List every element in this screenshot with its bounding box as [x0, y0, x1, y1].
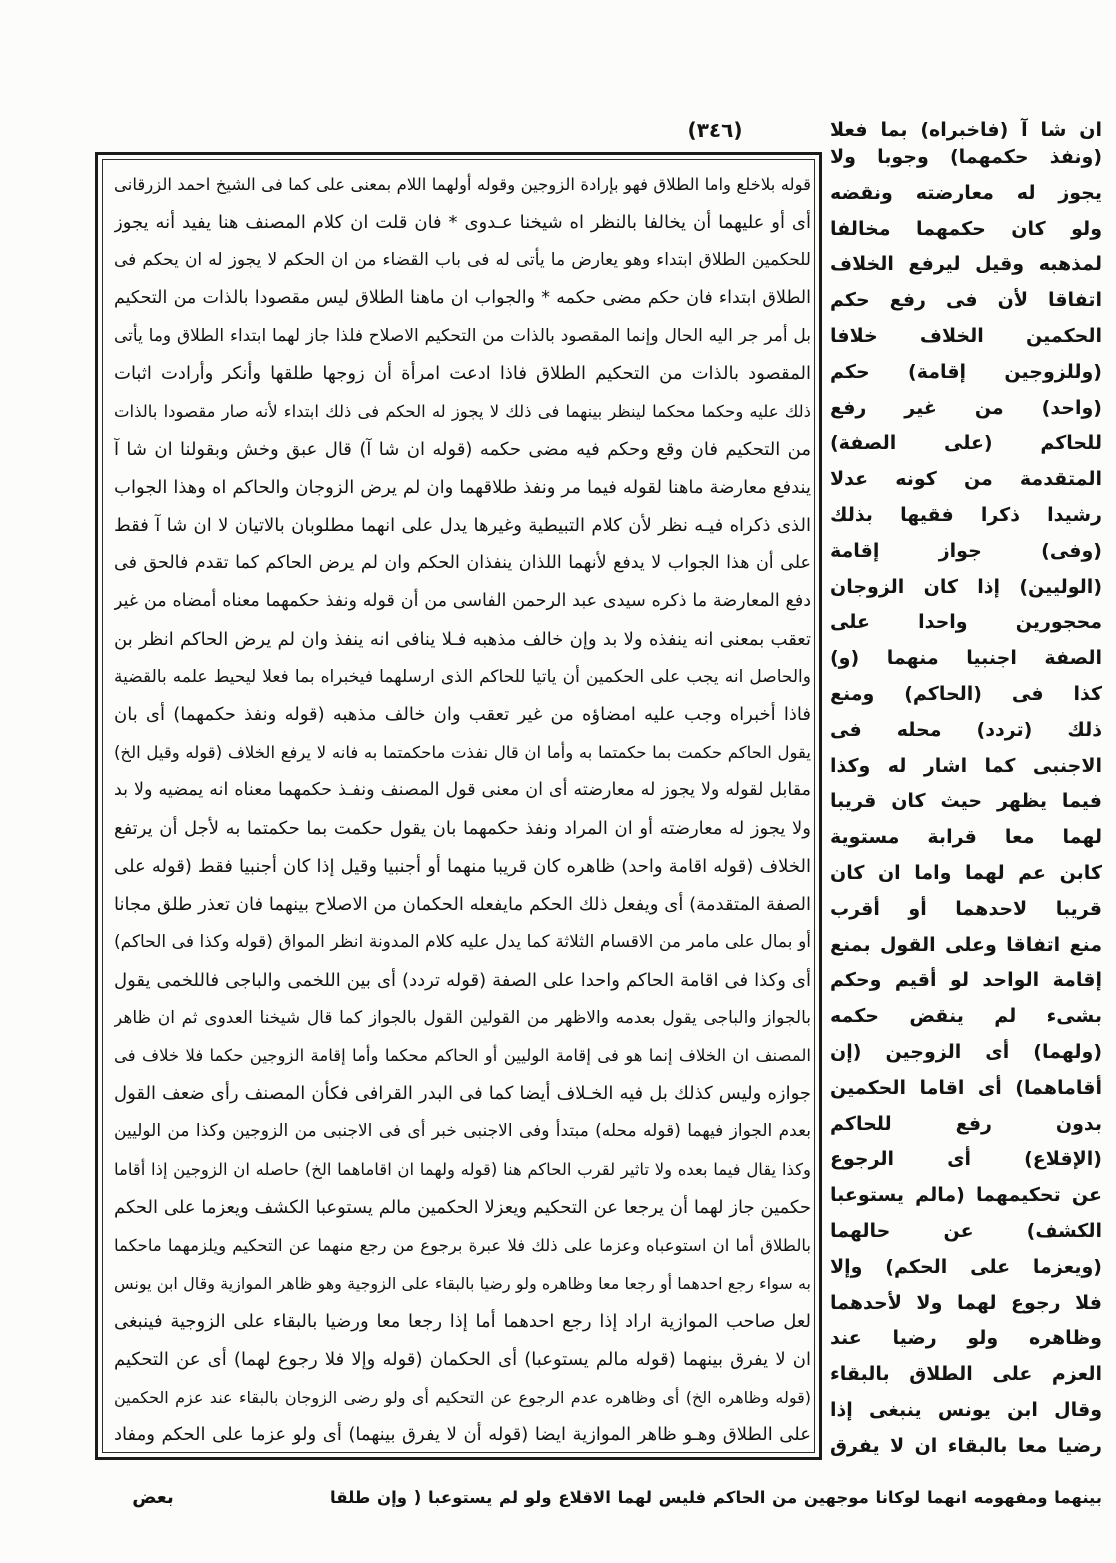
commentary-frame	[95, 152, 822, 1460]
margin-line: الكشف) عن حالهما	[830, 1219, 1102, 1242]
margin-line: رشيدا ذكرا فقيها بذلك	[830, 503, 1102, 526]
margin-line: (واحد) من غير رفع	[830, 396, 1102, 419]
margin-line: منع اتفاقا وعلى القول بمنع	[830, 933, 1102, 956]
commentary-line: تعقب بمعنى انه ينفذه ولا بد وإن خالف مذهبه فـلا ينافى انه ينفذ وان لم يرض الحاكم انظر بن	[114, 628, 811, 650]
margin-line: ولو كان حكمهما مخالفا	[830, 217, 1102, 240]
margin-line: لمذهبه وقيل ليرفع الخلاف	[830, 253, 1102, 276]
margin-line: بدون رفع للحاكم	[830, 1112, 1102, 1135]
commentary-line: بعدم الجواز فيهما (قوله محله) مبتدأ وفى الاجنبى خبر أى فى الاجنبى من الزوجين وكذا من الوليين	[114, 1121, 811, 1142]
commentary-line: أو بمال على مامر من الاقسام الثلاثة كما يدل عليه كلام المدونة انظر المواق (قوله وكذا فى الحاكم)	[114, 931, 811, 952]
commentary-line: ان لا يفرق بينهما (قوله مالم يستوعبا) أى الحكمان (قوله وإلا فلا رجوع لهما) أى عن التحكيم	[114, 1348, 811, 1370]
commentary-line: يقول الحاكم حكمت بما حكمتما به وأما ان قال نفذت ماحكمتما به فانه لا يرفع الخلاف (قوله وقيل الخ)	[114, 743, 811, 763]
page-number: (٣٤٦)	[687, 118, 743, 142]
commentary-line: بالجواز والباجى يقول بعدمه والاظهر من القولين القول بالجواز كما قال شيخنا العدوى ثم ان ظاهر	[114, 1007, 811, 1028]
margin-line: ذلك (تردد) محله فى	[830, 718, 1102, 741]
commentary-line: الخلاف (قوله اقامة واحد) ظاهره كان قريبا منهما أو أجنبيا وقيل إذا كان أجنبيا فقط (قوله على	[114, 856, 811, 878]
catchword: بعض	[132, 1487, 174, 1508]
margin-line: كذا فى (الحاكم) ومنع	[830, 682, 1102, 705]
margin-line: (وللزوجين إقامة) حكم	[830, 360, 1102, 383]
margin-line: وظاهره ولو رضيا عند	[830, 1327, 1102, 1350]
margin-line: فلا رجوع لهما ولا لأحدهما	[830, 1291, 1102, 1314]
commentary-line: المقصود بالذات من التحكيم الطلاق فاذا ادعت امرأة أن زوجها طلقها وأنكر وأرادت اثبات	[114, 363, 811, 385]
commentary-line: على الطلاق وهـو ظاهر الموازية ايضا (قوله أن لا يفرق بينهما) أى ولو عزما على الحكم ومفاد	[114, 1424, 811, 1446]
commentary-line: الصفة المتقدمة) أى ويفعل ذلك الحكم مايفعله الحكمان من الاصلاح بينهما فان تعذر طلق مجانا	[114, 893, 811, 915]
margin-line: (ويعزما على الحكم) وإلا	[830, 1255, 1102, 1278]
margin-line: الصفة اجنبيا منهما (و)	[830, 647, 1102, 670]
commentary-line: قوله بلاخلع واما الطلاق فهو بإرادة الزوجين وقوله أولهما اللام بمعنى على كما فى الشيخ احمد الزرقانى	[114, 175, 811, 194]
commentary-line: فاذا أخبراه وجب عليه امضاؤه من غير تعقب وان خالف مذهبه (قوله ونفذ حكمهما) أى بان	[114, 704, 811, 726]
margin-line: وقال ابن يونس ينبغى إذا	[830, 1398, 1102, 1421]
margin-line: الاجنبى كما اشار له وكذا	[830, 754, 1102, 777]
margin-line: (الإقلاع) أى الرجوع	[830, 1148, 1102, 1171]
footer-continuation-line: بينهما ومفهومه انهما لوكانا موجهين من الحاكم فليس لهما الاقلاع ولو لم يستوعبا ( وإن طلقا	[330, 1488, 1102, 1507]
margin-line: أقاماهما) أى اقاما الحكمين	[830, 1076, 1102, 1099]
margin-line: الحكمين الخلاف خلافا	[830, 324, 1102, 347]
running-header: ان شا آ (فاخبراه) بما فعلا	[830, 119, 1102, 141]
commentary-line: يندفع معارضة ماهنا لقوله فيما مر ونفذ طلاقهما وان لم يرض الزوجان والحاكم اه وهذا الجواب	[114, 477, 811, 499]
commentary-line: المصنف ان الخلاف إنما هو فى إقامة الوليين أو الحاكم محكما وأما إقامة الزوجين حكما فلا خلاف فى	[114, 1046, 811, 1066]
commentary-line: أى وكذا فى اقامة الحاكم واحدا على الصفة (قوله تردد) أى بين اللخمى والباجى فاللخمى يقول	[114, 969, 811, 991]
margin-line: محجورين واحدا على	[830, 611, 1102, 634]
margin-line: (ونفذ حكمهما) وجوبا ولا	[830, 146, 1102, 168]
commentary-line: أى أو عليهما أن يخالفا بالنظر اه شيخنا عـدوى * فان قلت ان كلام المصنف هنا يفيد أنه يجوز	[114, 211, 811, 233]
commentary-line: (قوله وظاهره الخ) أى وظاهره عدم الرجوع عن التحكيم أى ولو رضى الزوجان بالبقاء عند عزم الحكمين	[114, 1387, 811, 1407]
commentary-line: ذلك عليه وحكما محكما لينظر بينهما فى ذلك لا يجوز له الحكم فى ذلك ابتداء لأنه صار مقصودا بالذات	[114, 402, 811, 422]
margin-line: المتقدمة من كونه عدلا	[830, 468, 1102, 491]
commentary-line: به سواء رجع احدهما أو رجعا معا وظاهره ولو رضيا بالبقاء على الزوجية وهو ظاهر الموازية وقال ابن يونس	[114, 1273, 811, 1293]
margin-line: كابن عم لهما واما ان كان	[830, 861, 1102, 884]
commentary-line: من التحكيم فان وقع وحكم فيه مضى حكمه (قوله ان شا آ) قال عبق وخش وبقولنا ان شا آ	[114, 439, 811, 461]
commentary-line: وكذا يقال فيما بعده ولا تاثير لقرب الحاكم هنا (قوله ولهما ان اقاماهما الخ) حاصله ان الزوجين إذا أقاما	[114, 1160, 811, 1180]
commentary-line: الطلاق ابتداء فان حكم مضى حكمه * والجواب ان ماهنا الطلاق ليس مقصودا بالذات من التحكيم	[114, 287, 811, 308]
margin-line: إقامة الواحد لو أقيم وحكم	[830, 969, 1102, 992]
commentary-line: للحكمين الطلاق ابتداء وهو يعارض ما يأتى له فى باب القضاء من ان الحكم لا يجوز له ان يحكم فى	[114, 249, 811, 270]
margin-line: لهما معا قرابة مستوية	[830, 826, 1102, 849]
commentary-line: دفع المعارضة ما ذكره سيدى عبد الرحمن الفاسى من أن قوله ونفذ حكمهما معناه أمضاه من غير	[114, 590, 811, 611]
commentary-line: الذى ذكراه فيـه نظر لأن كلام التبيطية وغيرها يدل على انهما مطلوبان بالاتيان لا ان شا آ فقط	[114, 515, 811, 537]
margin-line: اتفاقا لأن فى رفع حكم	[830, 289, 1102, 312]
margin-line: للحاكم (على الصفة)	[830, 432, 1102, 455]
commentary-line: على أن هذا الجواب لا يدفع لأنهما اللذان ينفذان الحكم وان لم يرض الحاكم كما تقدم فالحق فى	[114, 552, 811, 573]
margin-line: قريبا لاحدهما أو أقرب	[830, 897, 1102, 920]
margin-line: (ولهما) أى الزوجين (إن	[830, 1040, 1102, 1063]
commentary-line: حكمين جاز لهما أن يرجعا عن التحكيم ويعزلا الحكمين مالم يستوعبا الكشف ويعزما على الحكم	[114, 1197, 811, 1219]
margin-line: (وفى) جواز إقامة	[830, 539, 1102, 562]
commentary-line: مقابل لقوله ولا يجوز له معارضته أى ان معنى قول المصنف ونفـذ حكمهما معناه انه يمضيه ولا بد	[114, 780, 811, 801]
commentary-line: ولا يجوز له معارضته أو ان المراد ونفذ حكمهما بان يقول حكمت بما حكمتما به لأجل أن يرتفع	[114, 818, 811, 840]
margin-line: بشىء لم ينقض حكمه	[830, 1005, 1102, 1028]
margin-line: رضيا معا بالبقاء ان لا يفرق	[830, 1434, 1102, 1457]
commentary-text	[114, 166, 811, 1454]
commentary-line: بالطلاق أما ان استوعباه وعزما على ذلك فلا عبرة برجوع من رجع منهما عن التحكيم ويلزمهما ماحكما	[114, 1235, 811, 1255]
margin-main-text	[830, 140, 1102, 1464]
margin-line: العزم على الطلاق بالبقاء	[830, 1363, 1102, 1386]
commentary-line: جوازه وليس كذلك بل فيه الخـلاف أيضا كما فى البدر القرافى فكأن المصنف رأى ضعف القول	[114, 1083, 811, 1105]
margin-line: يجوز له معارضته ونقضه	[830, 181, 1102, 204]
commentary-line: لعل صاحب الموازية اراد إذا رجع احدهما أما إذا رجعا معا ورضيا بالبقاء على الزوجية فينبغى	[114, 1310, 811, 1332]
commentary-line: بل أمر جر اليه الحال وإنما المقصود بالذات من التحكيم الاصلاح فلذا جاز لهما ابتداء الطلاق وما يأتى	[114, 325, 811, 346]
margin-line: فيما يظهر حيث كان قريبا	[830, 790, 1102, 813]
margin-line: (الوليين) إذا كان الزوجان	[830, 575, 1102, 598]
commentary-line: والحاصل انه يجب على الحكمين أن ياتيا للحاكم الذى ارسلهما فيخبراه بما فعلا ليحيط علمه بالقضية	[114, 666, 811, 687]
margin-line: عن تحكيمهما (مالم يستوعبا	[830, 1184, 1102, 1207]
